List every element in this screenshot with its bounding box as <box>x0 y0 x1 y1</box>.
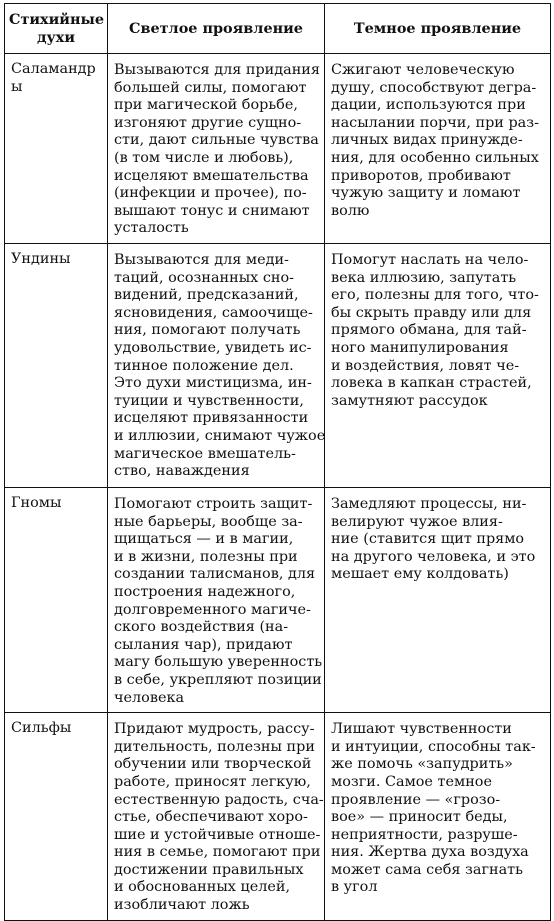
light-text-line: и иллюзии, снимают чужое <box>114 427 326 444</box>
light-text-line: Помогают строить защит- <box>114 496 313 512</box>
light-text-line: магическое вмешатель- <box>114 445 296 462</box>
light-text-line: Вызываются для меди- <box>114 252 289 268</box>
header-row <box>5 4 551 54</box>
light-text-line: и в жизни, полезны при <box>114 548 298 565</box>
light-text-line: Вызываются для придания <box>114 62 320 78</box>
table-row <box>5 713 551 921</box>
light-text-line: естественную радость, сча- <box>114 791 324 808</box>
light-text-line: сылания чар), придают <box>114 636 293 653</box>
light-text-line: стье, обеспечивают хоро- <box>114 809 308 826</box>
dark-text-line: дации, используются при <box>331 97 526 114</box>
light-text-line: человека <box>114 689 185 706</box>
light-text-line: ство, наваждения <box>114 463 250 480</box>
light-text-line: изобличают ложь <box>114 897 250 914</box>
light-text-line: ные барьеры, вообще за- <box>114 513 303 530</box>
dark-text-line: неприятности, разруше- <box>331 826 518 843</box>
light-manifestation-salamanders <box>108 54 325 244</box>
dark-text-line: Сжигают человеческую <box>331 62 515 78</box>
spirit-name-undines: Ундины <box>5 244 108 488</box>
header-light: Светлое проявление <box>108 4 325 54</box>
dark-text-line: и интуиции, способны так- <box>331 738 536 755</box>
dark-text-line: ного манипулирования <box>331 339 509 356</box>
light-text-line: Придают мудрость, рассу- <box>114 721 315 738</box>
dark-text-line: же помочь «запудрить» <box>331 756 513 773</box>
header-spirits <box>5 4 108 54</box>
dark-text-line: замутняют рассудок <box>331 392 488 409</box>
light-text-line: изгоняют другие сущно- <box>114 114 302 131</box>
dark-manifestation-salamanders <box>325 54 551 244</box>
table-row <box>5 488 551 713</box>
light-text-line: ния в семье, помогают при <box>114 844 321 861</box>
spirit-name-sylphs: Сильфы <box>5 713 108 921</box>
dark-text-line: может сама себя загнать <box>331 861 523 878</box>
spirit-name-salamanders: Саламандры <box>5 54 108 244</box>
dark-text-line: и воздействия, ловят че- <box>331 357 520 374</box>
header-spirits-line-1: Стихийные <box>9 10 105 28</box>
spirit-name-gnomes: Гномы <box>5 488 108 713</box>
light-text-line: шие и устойчивые отноше- <box>114 826 321 843</box>
light-text-line: дительность, полезны при <box>114 738 315 755</box>
dark-text-line: века иллюзию, запутать <box>331 269 517 286</box>
header-spirits-line-2: духи <box>36 28 76 46</box>
light-text-line: видений, предсказаний, <box>114 287 299 304</box>
dark-text-line: мозги. Самое темное <box>331 773 492 790</box>
dark-text-line: его, полезны для того, что- <box>331 287 539 304</box>
header-dark: Темное проявление <box>325 4 551 54</box>
dark-text-line: прямого обмана, для тай- <box>331 322 527 339</box>
light-text-line: исцеляют привязанности <box>114 410 309 427</box>
dark-text-line: ловека в капкан страстей, <box>331 375 532 392</box>
light-text-line: при магической борьбе, <box>114 97 298 114</box>
light-text-line: ского воздействия (на- <box>114 619 289 636</box>
dark-manifestation-undines <box>325 244 551 488</box>
light-text-line: удовольствие, увидеть ис- <box>114 339 312 356</box>
light-text-line: магу большую уверенность <box>114 654 323 671</box>
light-text-line: туиции и чувственности, <box>114 392 304 409</box>
dark-text-line: душу, способствуют дегра- <box>331 79 537 96</box>
dark-text-line: в угол <box>331 879 378 896</box>
table-row <box>5 244 551 488</box>
light-text-line: исцеляют вмешательства <box>114 167 309 184</box>
dark-text-line: бы скрыть правду или для <box>331 304 532 321</box>
light-text-line: работе, приносят легкую, <box>114 773 311 790</box>
light-text-line: создании талисманов, для <box>114 566 316 583</box>
light-text-line: таций, осознанных сно- <box>114 269 295 286</box>
dark-text-line: Помогут наслать на чело- <box>331 252 529 268</box>
light-manifestation-gnomes <box>108 488 325 713</box>
dark-text-line: ние (ставится щит прямо <box>331 531 525 548</box>
dark-text-line: чужую защиту и ломают <box>331 185 521 202</box>
light-text-line: достижении правильных <box>114 861 304 878</box>
light-manifestation-sylphs <box>108 713 325 921</box>
dark-text-line: велируют чужое влия- <box>331 513 503 530</box>
light-text-line: тинное положение дел. <box>114 357 294 374</box>
dark-text-line: ния. Жертва духа воздуха <box>331 844 529 861</box>
light-manifestation-undines <box>108 244 325 488</box>
dark-text-line: ния, для особенно сильных <box>331 149 539 166</box>
dark-manifestation-sylphs <box>325 713 551 921</box>
dark-text-line: насылании порчи, при раз- <box>331 114 539 131</box>
dark-text-line: проявление — «грозо- <box>331 791 501 808</box>
light-text-line: обучении или творческой <box>114 756 312 773</box>
light-text-line: сти, дают сильные чувства <box>114 132 319 149</box>
light-text-line: вышают тонус и снимают <box>114 202 310 219</box>
light-text-line: долговременного магиче- <box>114 601 311 618</box>
light-text-line: (инфекции и прочее), по- <box>114 185 307 202</box>
light-text-line: щищаться — и в магии, <box>114 531 294 548</box>
table-row <box>5 54 551 244</box>
elemental-spirits-table <box>4 3 551 921</box>
light-text-line: ния, помогают получать <box>114 322 301 339</box>
light-text-line: в себе, укрепляют позиции <box>114 671 322 688</box>
dark-text-line: на другого человека, и это <box>331 548 536 565</box>
dark-text-line: мешает ему колдовать) <box>331 566 509 583</box>
dark-text-line: вое» — приносит беды, <box>331 809 508 826</box>
light-text-line: Это духи мистицизма, ин- <box>114 375 312 392</box>
light-text-line: большей силы, помогают <box>114 79 307 96</box>
light-text-line: (в том числе и любовь), <box>114 149 294 166</box>
light-text-line: построения надежного, <box>114 583 296 600</box>
light-text-line: ясновидения, самоочище- <box>114 304 313 321</box>
light-text-line: усталость <box>114 220 189 237</box>
dark-text-line: Лишают чувственности <box>331 721 512 738</box>
dark-text-line: Замедляют процессы, ни- <box>331 496 527 512</box>
dark-text-line: волю <box>331 202 370 219</box>
dark-text-line: приворотов, пробивают <box>331 167 511 184</box>
light-text-line: и обоснованных целей, <box>114 879 291 896</box>
dark-text-line: личных видах принужде- <box>331 132 523 149</box>
dark-manifestation-gnomes <box>325 488 551 713</box>
